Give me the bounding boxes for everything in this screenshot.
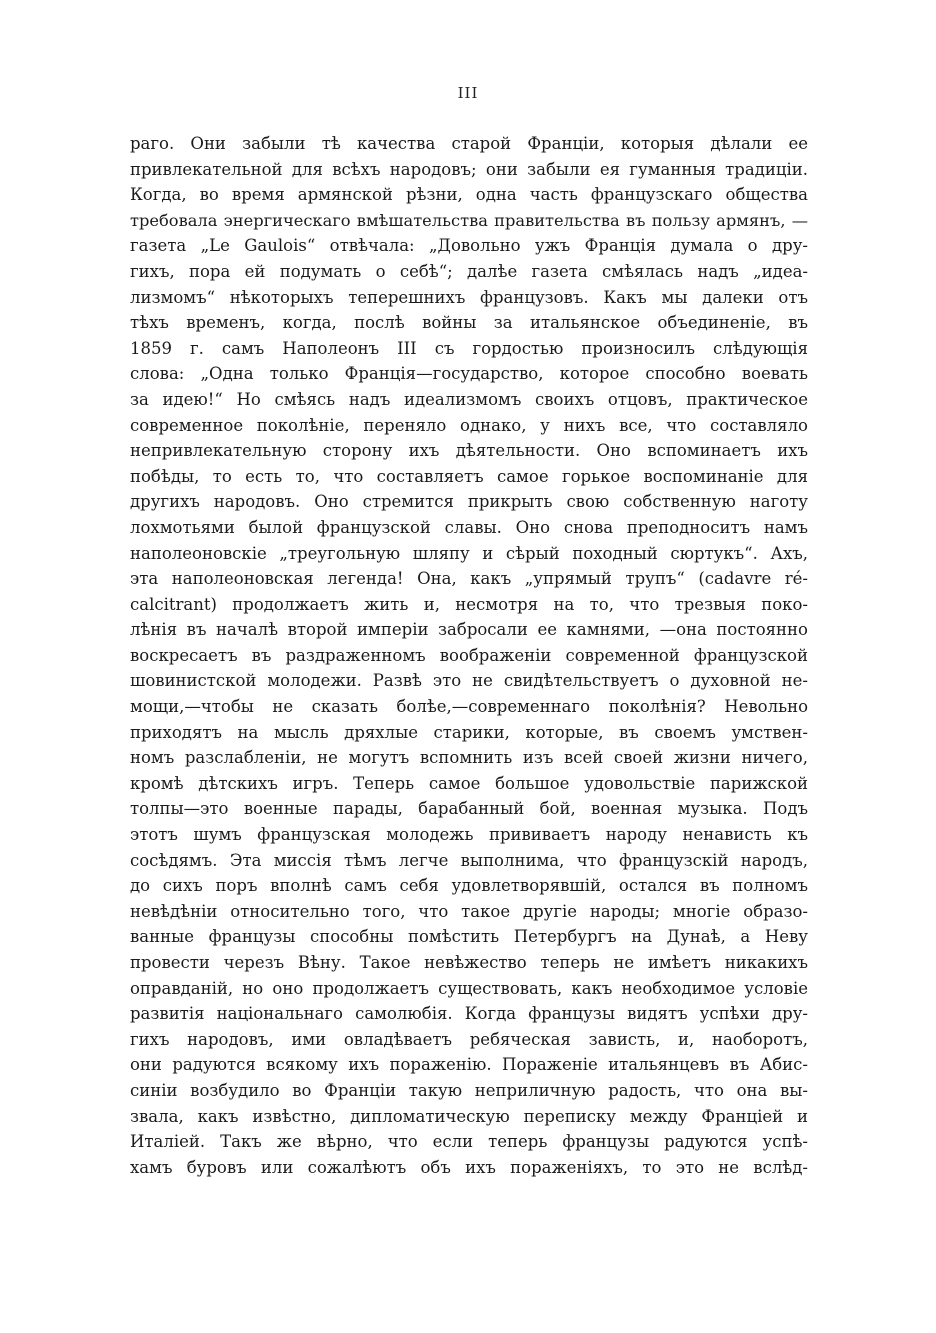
text-line: побѣды, то есть то, что составляетъ самое горькое воспоминаніе для (130, 466, 808, 486)
text-line: толпы—это военные парады, барабанный бой, военная музыка. Подъ (130, 799, 808, 819)
text-line: кромѣ дѣтскихъ игръ. Теперь самое большое удовольствіе парижской (130, 773, 808, 793)
body-text (130, 131, 808, 1180)
text-line: требовала энергическаго вмѣшательства правительства въ пользу армянъ, — (130, 210, 808, 230)
text-line: 1859 г. самъ Наполеонъ III съ гордостью произносилъ слѣдующія (130, 338, 808, 358)
text-line: слова: „Одна только Франція—государство, которое способно воевать (130, 364, 808, 384)
text-line: газета „Le Gaulois“ отвѣчала: „Довольно ужъ Франція думала о дру- (130, 236, 808, 256)
text-line: наполеоновскіе „треугольную шляпу и сѣрый походный сюртукъ“. Ахъ, (130, 543, 808, 563)
text-line: гихъ народовъ, ими овладѣваетъ ребяческая зависть, и, наоборотъ, (130, 1029, 808, 1049)
text-line: они радуются всякому ихъ пораженію. Пораженіе итальянцевъ въ Абис- (130, 1055, 808, 1075)
text-line: невѣдѣніи относительно того, что такое другіе народы; многіе образо- (130, 901, 808, 921)
text-line: гихъ, пора ей подумать о себѣ“; далѣе газета смѣялась надъ „идеа- (130, 261, 808, 281)
text-line: воскресаетъ въ раздраженномъ воображеніи современной французской (130, 645, 808, 665)
text-line: сосѣдямъ. Эта миссія тѣмъ легче выполнима, что французскій народъ, (130, 850, 808, 870)
text-line: тѣхъ временъ, когда, послѣ войны за итальянское объединеніе, въ (130, 313, 808, 333)
text-line: этотъ шумъ французская молодежь прививаетъ народу ненависть къ (130, 825, 808, 845)
text-line: развитія національнаго самолюбія. Когда французы видятъ успѣхи дру- (130, 1004, 808, 1024)
text-line: провести черезъ Вѣну. Такое невѣжество теперь не имѣетъ никакихъ (130, 953, 808, 972)
text-line: ванные французы способны помѣстить Петербургъ на Дунаѣ, а Неву (130, 927, 808, 947)
text-line: привлекательной для всѣхъ народовъ; они забыли ея гуманныя традиціи. (130, 159, 808, 179)
page-number: III (457, 84, 479, 102)
text-line: Италіей. Такъ же вѣрно, что если теперь французы радуются успѣ- (130, 1132, 808, 1152)
text-line: звала, какъ извѣстно, дипломатическую переписку между Франціей и (130, 1106, 808, 1126)
text-line: синіи возбудило во Франціи такую неприличную радость, что она вы- (130, 1080, 808, 1100)
text-line: приходятъ на мысль дряхлые старики, которые, въ своемъ умствен- (130, 722, 808, 742)
text-line: другихъ народовъ. Оно стремится прикрыть свою собственную наготу (130, 492, 808, 512)
text-line: современное поколѣніе, переняло однако, у нихъ все, что составляло (130, 415, 808, 435)
text-line: мощи,—чтобы не сказать болѣе,—современнаго поколѣнія? Невольно (130, 697, 808, 717)
text-line: хамъ буровъ или сожалѣютъ объ ихъ пораженіяхъ, то это не вслѣд- (130, 1157, 808, 1177)
text-line: непривлекательную сторону ихъ дѣятельности. Оно вспоминаетъ ихъ (130, 441, 808, 461)
text-line: Когда, во время армянской рѣзни, одна часть французскаго общества (130, 185, 808, 205)
text-line: до сихъ поръ вполнѣ самъ себя удовлетворявшій, остался въ полномъ (130, 876, 808, 896)
text-line: номъ разслабленіи, не могутъ вспомнить изъ всей своей жизни ничего, (130, 748, 808, 768)
text-line: за идею!“ Но смѣясь надъ идеализмомъ своихъ отцовъ, практическое (130, 389, 808, 409)
text-line: раго. Они забыли тѣ качества старой Франціи, которыя дѣлали ее (130, 134, 808, 153)
text-line: calcitrant) продолжаетъ жить и, несмотря на то, что трезвыя поко- (130, 594, 808, 614)
text-line: лизмомъ“ нѣкоторыхъ теперешнихъ французовъ. Какъ мы далеки отъ (130, 287, 808, 307)
text-line: эта наполеоновская легенда! Она, какъ „упрямый трупъ“ (cadavre ré- (130, 569, 808, 589)
text-line: оправданій, но оно продолжаетъ существовать, какъ необходимое условіе (130, 978, 808, 998)
text-line: лохмотьями былой французской славы. Оно снова преподноситъ намъ (130, 517, 808, 537)
text-line: лѣнія въ началѣ второй имперіи забросали ее камнями, —она постоянно (130, 620, 808, 640)
text-line: шовинистской молодежи. Развѣ это не свидѣтельствуетъ о духовной не- (130, 671, 808, 691)
